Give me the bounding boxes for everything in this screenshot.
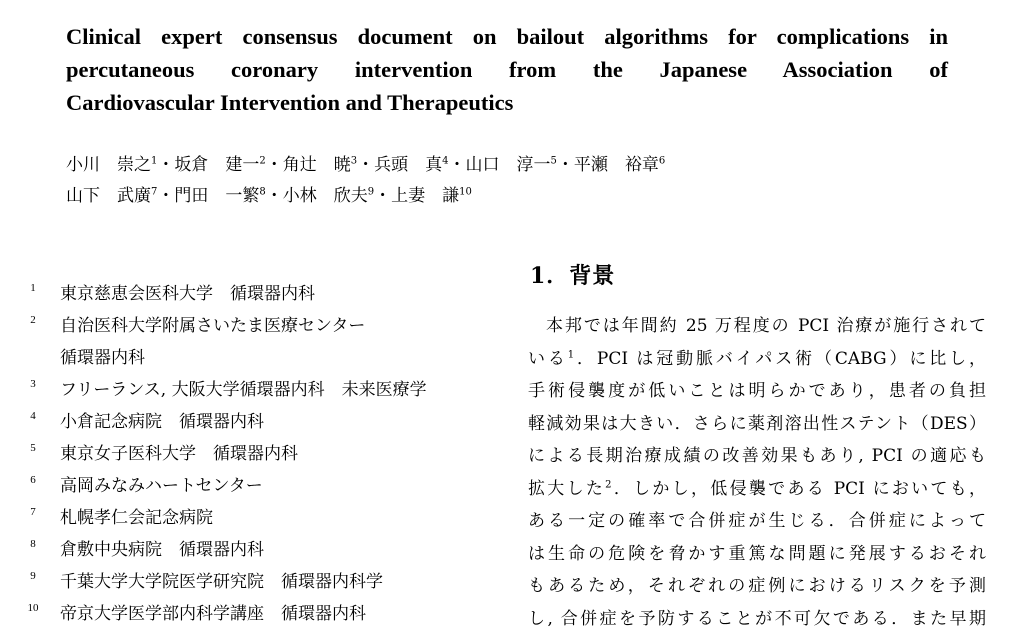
affiliation-line: 帝京大学医学部内科学講座 循環器内科 — [60, 600, 366, 632]
citation-mark: 1 — [568, 349, 574, 360]
body-line: 拡大した$^2$．しかし，低侵襲である PCI においても， — [528, 473, 986, 506]
body-line: による長期治療成績の改善効果もあり, PCI の適応も — [528, 440, 986, 473]
author-affiliation-mark: 7 — [151, 186, 157, 197]
author-affiliation-mark: 10 — [459, 186, 472, 197]
affiliation-number: 7 — [22, 498, 44, 526]
affiliation-text — [60, 504, 213, 536]
affiliation-number: 1 — [22, 274, 44, 302]
author-separator: ・ — [157, 155, 174, 175]
affiliation-line: 東京慈恵会医科大学 循環器内科 — [60, 280, 315, 312]
affiliation-item — [22, 472, 502, 504]
author-separator: ・ — [357, 155, 374, 175]
paper-title — [66, 20, 948, 119]
affiliation-text — [60, 280, 315, 312]
affiliation-list — [22, 280, 502, 632]
affiliation-item — [22, 600, 502, 632]
author-affiliation-mark: 6 — [659, 155, 665, 166]
affiliation-line: 自治医科大学附属さいたま医療センター — [60, 312, 365, 344]
body-line: し, 合併症を予防することが不可欠である．また早期 — [528, 603, 986, 635]
affiliation-item — [22, 536, 502, 568]
author-affiliation-mark: 5 — [551, 155, 557, 166]
body-line: 手術侵襲度が低いことは明らかであり，患者の負担 — [528, 375, 986, 408]
title-line: Cardiovascular Intervention and Therapeutics — [66, 86, 948, 119]
author-affiliation-mark: 9 — [368, 186, 374, 197]
body-line: は生命の危険を脅かす重篤な問題に発展するおそれ — [528, 538, 986, 571]
author-name: 角辻 暁 — [283, 155, 351, 175]
author-name: 坂倉 建一 — [174, 155, 259, 175]
affiliation-item — [22, 376, 502, 408]
author-separator: ・ — [557, 155, 574, 175]
author-name: 兵頭 真 — [374, 155, 442, 175]
author-name: 小川 崇之 — [66, 155, 151, 175]
title-line: percutaneous coronary intervention from the Japanese Association of — [66, 53, 948, 86]
author-affiliation-mark: 4 — [442, 155, 448, 166]
author-separator: ・ — [449, 155, 466, 175]
affiliation-number: 3 — [22, 370, 44, 398]
author-row — [66, 181, 665, 212]
author-affiliation-mark: 3 — [351, 155, 357, 166]
affiliation-line: 高岡みなみハートセンター — [60, 472, 263, 504]
author-name: 山下 武廣 — [66, 186, 151, 206]
body-line: もあるため，それぞれの症例におけるリスクを予測 — [528, 570, 986, 603]
affiliation-text — [60, 408, 264, 440]
affiliation-item — [22, 504, 502, 536]
author-name: 山口 淳一 — [466, 155, 551, 175]
affiliation-item — [22, 408, 502, 440]
body-line: いる$^1$．PCI は冠動脈バイパス術（CABG）に比し， — [528, 343, 986, 376]
affiliation-item — [22, 280, 502, 312]
author-name: 平瀬 裕章 — [574, 155, 659, 175]
affiliation-text — [60, 440, 298, 472]
affiliation-number: 5 — [22, 434, 44, 462]
affiliation-line: 札幌孝仁会記念病院 — [60, 504, 213, 536]
affiliation-text — [60, 472, 263, 504]
affiliation-text — [60, 600, 366, 632]
affiliation-number: 2 — [22, 306, 44, 334]
body-line: 軽減効果は大きい．さらに薬剤溶出性ステント（DES） — [528, 408, 986, 441]
affiliation-line: 小倉記念病院 循環器内科 — [60, 408, 264, 440]
author-affiliation-mark: 1 — [151, 155, 157, 166]
body-line: ある一定の確率で合併症が生じる．合併症によって — [528, 505, 986, 538]
author-separator: ・ — [266, 186, 283, 206]
affiliation-number: 4 — [22, 402, 44, 430]
affiliation-line: 循環器内科 — [60, 344, 365, 376]
affiliation-line: 東京女子医科大学 循環器内科 — [60, 440, 298, 472]
author-name: 小林 欣夫 — [283, 186, 368, 206]
author-name: 上妻 謙 — [391, 186, 459, 206]
author-list — [66, 150, 665, 212]
title-line: Clinical expert consensus document on bailout algorithms for complications in — [66, 20, 948, 53]
affiliation-item — [22, 568, 502, 600]
affiliation-item — [22, 440, 502, 472]
affiliation-line: フリーランス, 大阪大学循環器内科 未来医療学 — [60, 376, 427, 408]
author-separator: ・ — [266, 155, 283, 175]
affiliation-number: 6 — [22, 466, 44, 494]
body-line: 本邦では年間約 25 万程度の PCI 治療が施行されて — [528, 310, 986, 343]
author-row — [66, 150, 665, 181]
author-separator: ・ — [157, 186, 174, 206]
affiliation-text — [60, 568, 383, 600]
affiliation-line: 倉敷中央病院 循環器内科 — [60, 536, 264, 568]
affiliation-text — [60, 312, 365, 376]
author-affiliation-mark: 8 — [259, 186, 265, 197]
affiliation-line: 千葉大学大学院医学研究院 循環器内科学 — [60, 568, 383, 600]
section-heading: 1．背景 — [530, 258, 615, 294]
author-name: 門田 一繁 — [174, 186, 259, 206]
affiliation-item — [22, 312, 502, 376]
affiliation-number: 9 — [22, 562, 44, 590]
author-affiliation-mark: 2 — [259, 155, 265, 166]
author-separator: ・ — [374, 186, 391, 206]
citation-mark: 2 — [605, 479, 611, 490]
affiliation-number: 10 — [22, 594, 44, 622]
body-text — [528, 310, 986, 635]
affiliation-number: 8 — [22, 530, 44, 558]
affiliation-text — [60, 376, 427, 408]
affiliation-text — [60, 536, 264, 568]
